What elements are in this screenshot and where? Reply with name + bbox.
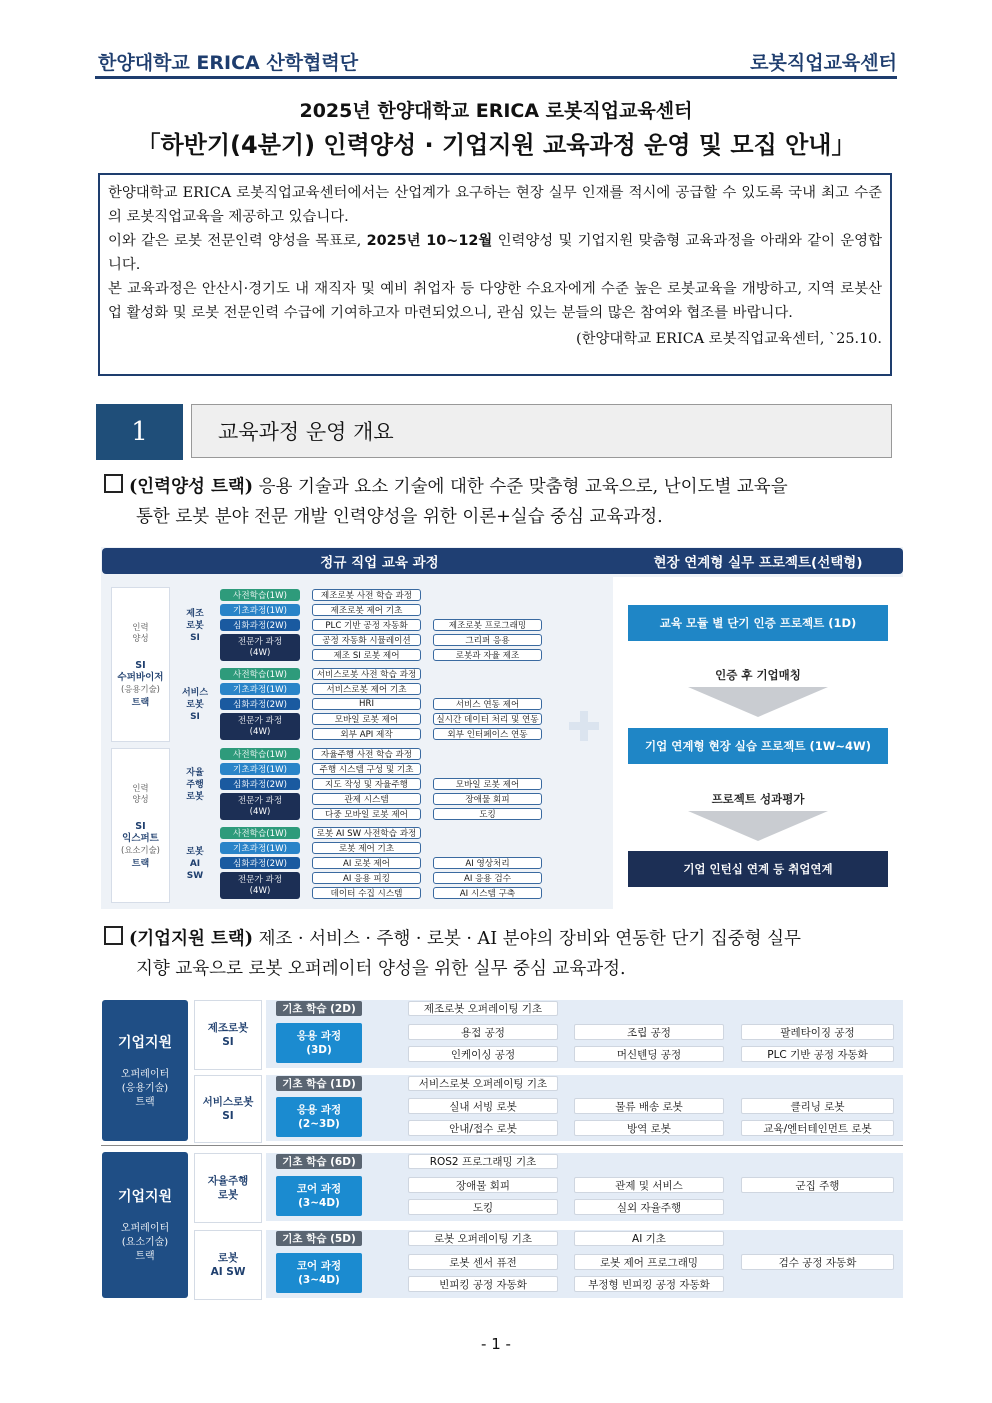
- row3-basic: 기초 학습 (5D): [276, 1231, 362, 1246]
- group1-s4: 트랙: [131, 859, 150, 869]
- track1-label: (인력양성 트랙): [129, 477, 254, 497]
- row1-c1: 물류 배송 로봇: [574, 1098, 724, 1114]
- arrow-label-2: 프로젝트 성과평가: [711, 792, 805, 806]
- row2-name1: 자율주행: [207, 1175, 249, 1187]
- row0-c5: PLC 기반 공정 자동화: [741, 1046, 894, 1062]
- group1-s3: (요소기술): [121, 845, 160, 855]
- side1-t3: (요소기술): [121, 1237, 169, 1248]
- track2-name2: 로봇: [186, 792, 204, 802]
- row0-name2: SI: [222, 1036, 234, 1048]
- track2-pre-c: 자율주행 사전 학습 과정: [312, 748, 421, 760]
- track0-e4: 로봇과 자율 제조: [433, 649, 542, 661]
- row1-c0: 실내 서빙 로봇: [408, 1098, 558, 1114]
- track3-exp2: (4W): [249, 885, 271, 896]
- down-arrow-icon: [688, 811, 828, 843]
- down-arrow-icon: [688, 687, 828, 719]
- row2-app1: 코어 과정: [296, 1183, 342, 1195]
- track3-basic-c: 로봇 제어 기초: [312, 842, 421, 854]
- track3-e4: AI 시스템 구축: [433, 887, 542, 899]
- track1-adv-c2: 서비스 연동 제어: [433, 698, 542, 710]
- track0-basic: 기초과정(1W): [220, 604, 300, 616]
- track0-adv-c1: PLC 기반 공정 자동화: [312, 619, 421, 631]
- group-card-expert: [111, 748, 170, 903]
- track2-e3: 다중 모바일 로봇 제어: [312, 808, 421, 820]
- row0-app: [276, 1023, 362, 1063]
- track0-pre-c: 제조로봇 사전 학습 과정: [312, 589, 421, 601]
- track3-e3: 데이터 수집 시스템: [312, 887, 421, 899]
- row0-c2: 팔레타이징 공정: [741, 1024, 894, 1040]
- row2-name: [194, 1153, 262, 1223]
- track2-line1: 제조 · 서비스 · 주행 · 로봇 · AI 분야의 장비와 연동한 단기 집중형 실무: [253, 929, 801, 949]
- track3-pre: 사전학습(1W): [220, 827, 300, 839]
- track1-name1: 로봇: [186, 700, 204, 710]
- track0-adv: 심화과정(2W): [220, 619, 300, 631]
- track1-name0: 서비스: [181, 688, 209, 698]
- page-number: - 1 -: [481, 1335, 511, 1353]
- track3-adv-c1: AI 로봇 제어: [312, 857, 421, 869]
- row0-basic: 기초 학습 (2D): [276, 1001, 362, 1016]
- track2-e2: 장애물 회피: [433, 793, 542, 805]
- track1-line2: 통한 로봇 분야 전문 개발 인력양성을 위한 이론+실습 중심 교육과정.: [136, 507, 663, 527]
- track1-bullet: [104, 472, 904, 532]
- track0-exp1: 전문가 과정: [237, 636, 283, 647]
- intro-p3: 본 교육과정은 안산시·경기도 내 재직자 및 예비 취업자 등 다양한 수요자에게 수준 높은 로봇교육을 개방하고, 지역 로봇산업 활성화 및 로봇 전문인력 수급에 기여하고자 마련되었으니, 관심 있는 분들의 많은 참여와 협조를 바랍니다.: [108, 281, 882, 321]
- row3-basic-c: 로봇 오퍼레이팅 기초: [408, 1231, 558, 1246]
- header-right: 로봇직업교육센터: [750, 52, 897, 74]
- project-box-1: 교육 모듈 별 단기 인증 프로젝트 (1D): [628, 605, 888, 641]
- track0-basic-c: 제조로봇 제어 기초: [312, 604, 421, 616]
- row3-c4: 부정형 빈피킹 공정 자동화: [574, 1276, 724, 1292]
- track3-name0: 로봇: [186, 847, 204, 857]
- row2-c4: 실외 자율주행: [574, 1199, 724, 1215]
- row1-c4: 방역 로봇: [574, 1120, 724, 1136]
- track3-exp: [220, 872, 300, 899]
- track2-adv-c1: 지도 작성 및 자율주행: [312, 778, 421, 790]
- row3-c0: 로봇 센서 퓨전: [408, 1254, 558, 1270]
- section-number: 1: [96, 404, 183, 460]
- row3-basic-c2: AI 기초: [574, 1231, 724, 1246]
- row2-c3: 도킹: [408, 1199, 558, 1215]
- track0-adv-c2: 제조로봇 프로그래밍: [433, 619, 542, 631]
- side0-t3: (응용기술): [121, 1083, 169, 1094]
- intro-p2a: 이와 같은 로봇 전문인력 양성을 목표로,: [108, 233, 367, 249]
- row3-c3: 빈피킹 공정 자동화: [408, 1276, 558, 1292]
- fig2-divider: [101, 1145, 903, 1146]
- track3-exp1: 전문가 과정: [237, 874, 283, 885]
- row0-name: [194, 1000, 262, 1070]
- row0-name1: 제조로봇: [207, 1022, 249, 1034]
- track0-exp2: (4W): [249, 647, 271, 658]
- row2-app: [276, 1176, 362, 1216]
- track2-line2: 지향 교육으로 로봇 오퍼레이터 양성을 위한 실무 중심 교육과정.: [136, 959, 626, 979]
- section-title: 교육과정 운영 개요: [191, 404, 892, 458]
- track0-e2: 그리퍼 응용: [433, 634, 542, 646]
- group0-l1: 인력: [132, 622, 149, 632]
- group0-s1: SI: [135, 660, 146, 671]
- track1-basic: 기초과정(1W): [220, 683, 300, 695]
- figure-regular-course: [101, 547, 903, 909]
- group1-l1: 인력: [132, 783, 149, 793]
- track1-line1: 응용 기술과 요소 기술에 대한 수준 맞춤형 교육으로, 난이도별 교육을: [253, 477, 788, 497]
- track0-name2: SI: [190, 633, 200, 643]
- fig2-side-2: [102, 1152, 188, 1298]
- track0-exp: [220, 634, 300, 661]
- side0-t4: 트랙: [135, 1097, 155, 1108]
- track3-adv-c2: AI 영상처리: [433, 857, 542, 869]
- track0-e3: 제조 SI 로봇 제어: [312, 649, 421, 661]
- row3-name2: AI SW: [210, 1266, 246, 1278]
- row1-name2: SI: [222, 1110, 234, 1122]
- checkbox-icon: [104, 926, 123, 945]
- row3-app2: (3~4D): [298, 1274, 340, 1286]
- group0-s4: 트랙: [131, 698, 150, 708]
- track2-exp2: (4W): [249, 806, 271, 817]
- row2-c1: 관제 및 서비스: [574, 1177, 724, 1193]
- row1-app: [276, 1097, 362, 1137]
- row2-basic: 기초 학습 (6D): [276, 1154, 362, 1169]
- track2-pre: 사전학습(1W): [220, 748, 300, 760]
- group1-s1: SI: [135, 821, 146, 832]
- track1-pre: 사전학습(1W): [220, 668, 300, 680]
- checkbox-icon: [104, 474, 123, 493]
- track1-e2: 실시간 데이터 처리 및 연동: [433, 713, 542, 725]
- arrow-label-1: 인증 후 기업매칭: [715, 668, 801, 682]
- group0-l2: 양성: [132, 633, 149, 643]
- row1-basic-c: 서비스로봇 오퍼레이팅 기초: [408, 1076, 558, 1091]
- plus-icon-v: [580, 711, 588, 741]
- project-box-2: 기업 연계형 현장 실습 프로젝트 (1W~4W): [628, 728, 888, 764]
- track3-name2: SW: [186, 871, 204, 881]
- row3-c2: 검수 공정 자동화: [741, 1254, 894, 1270]
- fig2-side-1: [102, 1000, 188, 1141]
- track1-pre-c: 서비스로봇 사전 학습 과정: [312, 668, 421, 680]
- track3-pre-c: 로봇 AI SW 사전학습 과정: [312, 827, 421, 839]
- track2-exp: [220, 793, 300, 820]
- side0-t1: 기업지원: [117, 1035, 173, 1051]
- intro-signature: (한양대학교 ERICA 로봇직업교육센터, `25.10.: [575, 331, 882, 347]
- track2-name1: 주행: [186, 780, 204, 790]
- track3-e2: AI 응용 검수: [433, 872, 542, 884]
- row0-c4: 머신텐딩 공정: [574, 1046, 724, 1062]
- track2-bullet: [104, 924, 904, 984]
- row1-c2: 클리닝 로봇: [741, 1098, 894, 1114]
- track2-e1: 관제 시스템: [312, 793, 421, 805]
- track0-pre: 사전학습(1W): [220, 589, 300, 601]
- row2-basic-c: ROS2 프로그래밍 기초: [408, 1154, 558, 1169]
- track1-e4: 외부 인터페이스 연동: [433, 728, 542, 740]
- row1-c5: 교육/엔터테인먼트 로봇: [741, 1120, 894, 1136]
- intro-p1: 한양대학교 ERICA 로봇직업교육센터에서는 산업계가 요구하는 현장 실무 인재를 적시에 공급할 수 있도록 국내 최고 수준의 로봇직업교육을 제공하고 있습니다.: [108, 185, 882, 225]
- row0-c1: 조립 공정: [574, 1024, 724, 1040]
- track1-basic-c: 서비스로봇 제어 기초: [312, 683, 421, 695]
- track2-label: (기업지원 트랙): [129, 929, 254, 949]
- row0-c0: 용접 공정: [408, 1024, 558, 1040]
- header-rule: [95, 76, 897, 79]
- track0-e1: 공정 자동화 시뮬레이션: [312, 634, 421, 646]
- intro-box: [98, 173, 892, 376]
- track1-e1: 모바일 로봇 제어: [312, 713, 421, 725]
- row3-app: [276, 1253, 362, 1293]
- side1-t1: 기업지원: [117, 1189, 173, 1205]
- row2-app2: (3~4D): [298, 1197, 340, 1209]
- project-box-3: 기업 인턴십 연계 등 취업연계: [628, 851, 888, 887]
- row3-app1: 코어 과정: [296, 1260, 342, 1272]
- track1-adv: 심화과정(2W): [220, 698, 300, 710]
- row1-app2: (2~3D): [298, 1118, 340, 1130]
- track1-exp: [220, 713, 300, 740]
- track1-adv-c1: HRI: [312, 698, 421, 710]
- row3-name1: 로봇: [217, 1252, 239, 1264]
- intro-p2: [108, 229, 882, 277]
- side1-t2: 오퍼레이터: [120, 1223, 170, 1234]
- row1-basic: 기초 학습 (1D): [276, 1076, 362, 1091]
- track3-name1: AI: [189, 859, 201, 869]
- track0-name1: 로봇: [186, 621, 204, 631]
- figure-enterprise-course: [101, 998, 903, 1298]
- track1-name2: SI: [190, 712, 200, 722]
- track3-adv: 심화과정(2W): [220, 857, 300, 869]
- track2-basic: 기초과정(1W): [220, 763, 300, 775]
- group0-s2: 수퍼바이저: [117, 672, 164, 683]
- track0-name0: 제조: [186, 609, 204, 619]
- side0-t2: 오퍼레이터: [120, 1069, 170, 1080]
- intro-p2b: 2025년 10~12월: [366, 233, 493, 249]
- track2-basic-c: 주행 시스템 구성 및 기초: [312, 763, 421, 775]
- group1-l2: 양성: [132, 794, 149, 804]
- track1-exp2: (4W): [249, 726, 271, 737]
- row1-c3: 안내/접수 로봇: [408, 1120, 558, 1136]
- group1-s2: 익스퍼트: [122, 833, 159, 844]
- track2-exp1: 전문가 과정: [237, 795, 283, 806]
- row2-c2: 군집 주행: [741, 1177, 894, 1193]
- row0-app2: (3D): [306, 1044, 332, 1056]
- row2-name2: 로봇: [217, 1189, 239, 1201]
- row1-name1: 서비스로봇: [202, 1096, 254, 1108]
- intro-p2c: 인력양성 및 기업지원 맞춤형 교육과정을 아래와 같이 운영합니다.: [108, 233, 882, 273]
- header-left: 한양대학교 ERICA 산학협력단: [98, 52, 359, 74]
- fig1-right-header: 현장 연계형 실무 프로젝트(선택형): [613, 548, 903, 574]
- row0-c3: 인케이싱 공정: [408, 1046, 558, 1062]
- group0-s3: (응용기술): [121, 684, 160, 694]
- row0-app1: 응용 과정: [296, 1030, 342, 1042]
- row0-basic-c: 제조로봇 오퍼레이팅 기초: [408, 1001, 558, 1016]
- track1-exp1: 전문가 과정: [237, 715, 283, 726]
- track3-e1: AI 응용 피킹: [312, 872, 421, 884]
- doc-title-line2: 「하반기(4분기) 인력양성 · 기업지원 교육과정 운영 및 모집 안내」: [136, 131, 856, 159]
- row3-name: [194, 1230, 262, 1300]
- track1-e3: 외부 API 제작: [312, 728, 421, 740]
- row2-c0: 장애물 회피: [408, 1177, 558, 1193]
- track2-e4: 도킹: [433, 808, 542, 820]
- track3-basic: 기초과정(1W): [220, 842, 300, 854]
- group-card-supervisor: [111, 587, 170, 742]
- side1-t4: 트랙: [135, 1251, 155, 1262]
- track2-adv: 심화과정(2W): [220, 778, 300, 790]
- row1-app1: 응용 과정: [296, 1104, 342, 1116]
- doc-title-line1: 2025년 한양대학교 ERICA 로봇직업교육센터: [299, 100, 693, 122]
- row1-name: [194, 1075, 262, 1143]
- track2-adv-c2: 모바일 로봇 제어: [433, 778, 542, 790]
- fig1-left-header: 정규 직업 교육 과정: [102, 548, 657, 574]
- row3-c1: 로봇 제어 프로그래밍: [574, 1254, 724, 1270]
- track2-name0: 자율: [186, 768, 204, 778]
